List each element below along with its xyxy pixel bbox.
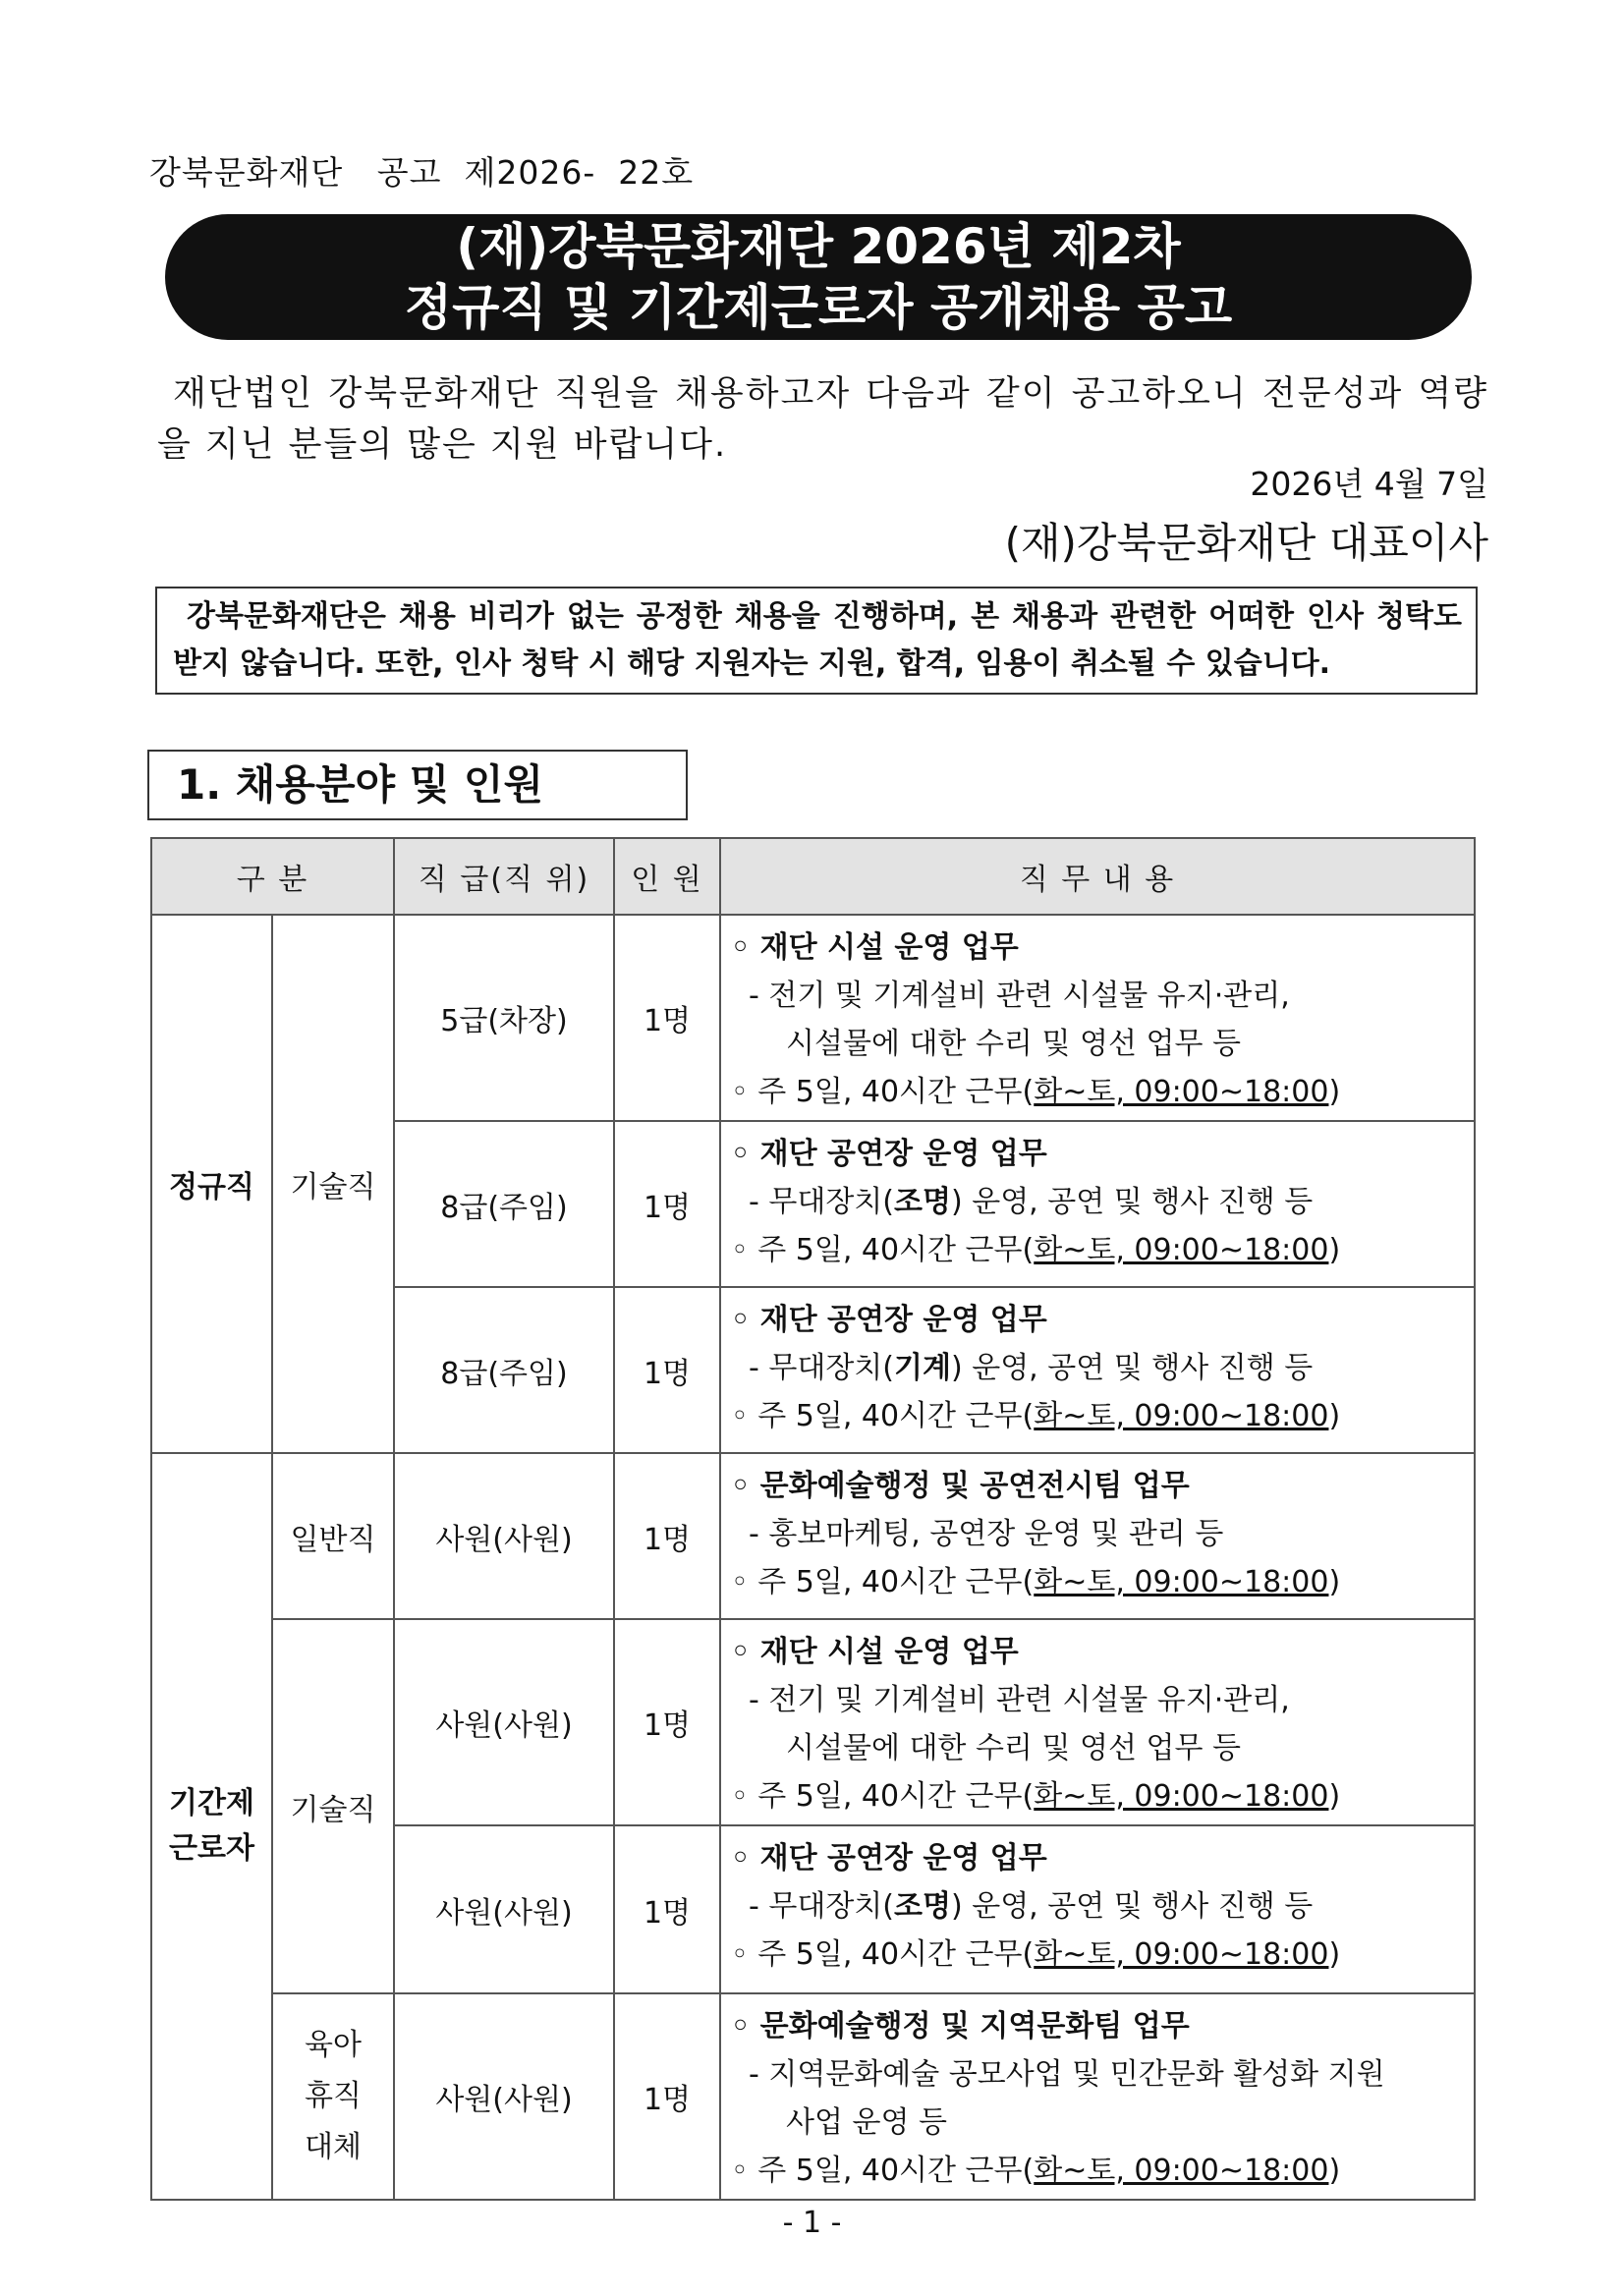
duty-title: ◦ 문화예술행정 및 지역문화팀 업무 [731, 2009, 1190, 2044]
table-row [151, 1453, 1475, 1619]
issuer: (재)강북문화재단 대표이사 [1004, 519, 1488, 567]
duty-detail: 시설물에 대한 수리 및 영선 업무 등 [786, 1731, 1241, 1765]
header-count: 인 원 [614, 838, 720, 915]
duty-detail: - 지역문화예술 공모사업 및 민간문화 활성화 지원 [749, 2057, 1385, 2092]
work-hours: ◦ 주 5일, 40시간 근무(화~토, 09:00~18:00) [731, 1937, 1341, 1972]
duty-cell [720, 1825, 1475, 1993]
count-cell: 1명 [614, 1121, 720, 1287]
group-regular: 정규직 [151, 915, 272, 1453]
grade-cell: 사원(사원) [394, 1825, 614, 1993]
table-row [151, 1993, 1475, 2200]
duty-title: ◦ 재단 공연장 운영 업무 [731, 1841, 1047, 1876]
duty-detail: - 무대장치(조명) 운영, 공연 및 행사 진행 등 [749, 1185, 1314, 1219]
page-number: - 1 - [782, 2206, 842, 2240]
duty-title: ◦ 재단 공연장 운영 업무 [731, 1303, 1047, 1337]
grade-cell: 8급(주임) [394, 1121, 614, 1287]
duty-cell [720, 1993, 1475, 2200]
fair-hiring-notice: 강북문화재단은 채용 비리가 없는 공정한 채용을 진행하며, 본 채용과 관련한 어떠한 인사 청탁도 받지 않습니다. 또한, 인사 청탁 시 해당 지원자는 지원, 합격, 임용이 취소될 수 있습니다. [155, 587, 1478, 695]
duty-cell [720, 1287, 1475, 1453]
recruitment-table [150, 837, 1476, 2201]
grade-cell: 사원(사원) [394, 1993, 614, 2200]
title-line-2: 정규직 및 기간제근로자 공개채용 공고 [404, 279, 1233, 336]
work-hours: ◦ 주 5일, 40시간 근무(화~토, 09:00~18:00) [731, 1233, 1341, 1267]
duty-detail: - 무대장치(기계) 운영, 공연 및 행사 진행 등 [749, 1351, 1314, 1385]
subgroup-temp-parental: 육아 휴직 대체 [272, 1993, 394, 2200]
header-category: 구 분 [151, 838, 394, 915]
count-cell: 1명 [614, 1825, 720, 1993]
count-cell: 1명 [614, 1287, 720, 1453]
duty-detail: - 무대장치(조명) 운영, 공연 및 행사 진행 등 [749, 1889, 1314, 1924]
count-cell: 1명 [614, 1993, 720, 2200]
grade-cell: 사원(사원) [394, 1453, 614, 1619]
notice-date: 2026년 4월 7일 [1250, 465, 1488, 503]
subgroup-regular-tech: 기술직 [272, 915, 394, 1453]
duty-title: ◦ 재단 시설 운영 업무 [731, 930, 1019, 965]
duty-title: ◦ 문화예술행정 및 공연전시팀 업무 [731, 1469, 1190, 1503]
count-cell: 1명 [614, 1453, 720, 1619]
section-heading: 1. 채용분야 및 인원 [147, 750, 688, 820]
duty-title: ◦ 재단 시설 운영 업무 [731, 1635, 1019, 1669]
work-hours: ◦ 주 5일, 40시간 근무(화~토, 09:00~18:00) [731, 1399, 1341, 1433]
duty-cell [720, 1619, 1475, 1825]
count-cell: 1명 [614, 1619, 720, 1825]
grade-cell: 8급(주임) [394, 1287, 614, 1453]
work-hours: ◦ 주 5일, 40시간 근무(화~토, 09:00~18:00) [731, 1075, 1341, 1109]
title-line-1: (재)강북문화재단 2026년 제2차 [456, 218, 1181, 275]
header-grade: 직 급(직 위) [394, 838, 614, 915]
grade-cell: 사원(사원) [394, 1619, 614, 1825]
header-duty: 직 무 내 용 [720, 838, 1475, 915]
duty-cell [720, 1121, 1475, 1287]
duty-detail: - 전기 및 기계설비 관련 시설물 유지·관리, [749, 1683, 1290, 1717]
subgroup-temp-tech: 기술직 [272, 1619, 394, 1993]
duty-cell [720, 1453, 1475, 1619]
title-banner [165, 214, 1472, 340]
table-header-row [151, 838, 1475, 915]
table-row [151, 915, 1475, 1121]
table-row [151, 1619, 1475, 1825]
duty-detail: - 전기 및 기계설비 관련 시설물 유지·관리, [749, 979, 1290, 1013]
group-temp: 기간제 근로자 [151, 1453, 272, 2200]
work-hours: ◦ 주 5일, 40시간 근무(화~토, 09:00~18:00) [731, 1779, 1341, 1814]
grade-cell: 5급(차장) [394, 915, 614, 1121]
duty-detail: - 홍보마케팅, 공연장 운영 및 관리 등 [749, 1517, 1224, 1551]
notice-number: 강북문화재단 공고 제2026- 22호 [149, 153, 695, 192]
duty-title: ◦ 재단 공연장 운영 업무 [731, 1137, 1047, 1171]
work-hours: ◦ 주 5일, 40시간 근무(화~토, 09:00~18:00) [731, 2154, 1341, 2188]
subgroup-temp-general: 일반직 [272, 1453, 394, 1619]
intro-paragraph: 재단법인 강북문화재단 직원을 채용하고자 다음과 같이 공고하오니 전문성과 역량을 지닌 분들의 많은 지원 바랍니다. [157, 374, 1488, 465]
duty-detail: 사업 운영 등 [786, 2105, 947, 2140]
count-cell: 1명 [614, 915, 720, 1121]
duty-detail: 시설물에 대한 수리 및 영선 업무 등 [786, 1027, 1241, 1061]
duty-cell [720, 915, 1475, 1121]
work-hours: ◦ 주 5일, 40시간 근무(화~토, 09:00~18:00) [731, 1565, 1341, 1599]
